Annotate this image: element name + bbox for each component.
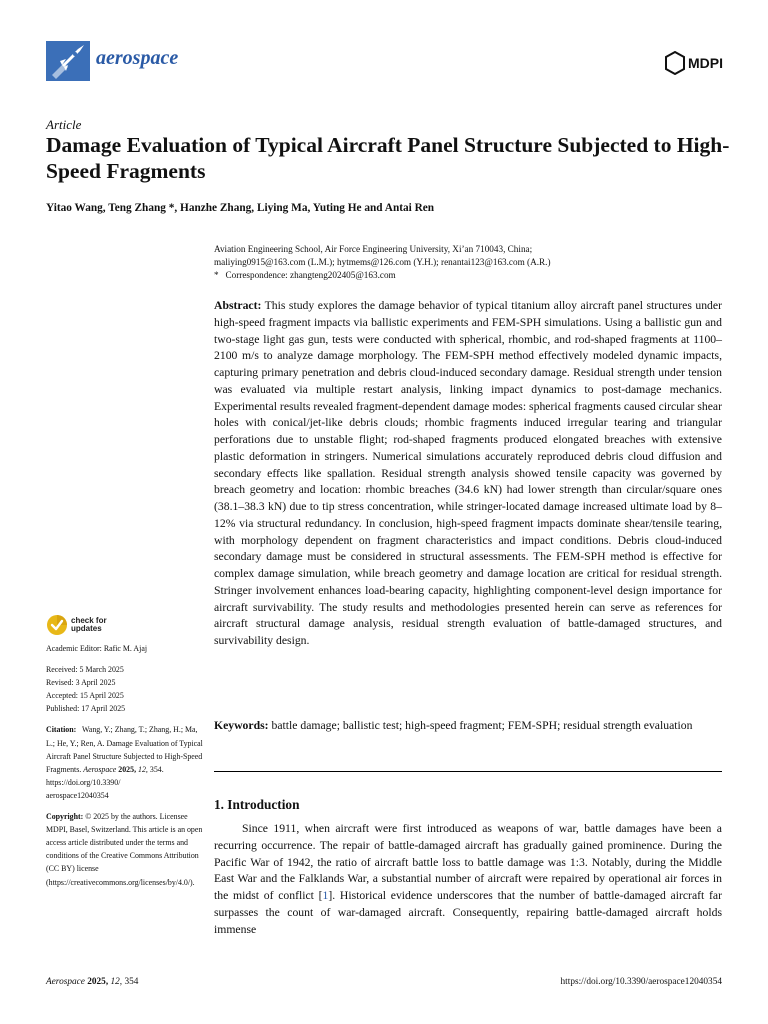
copyright-text: © 2025 by the authors. Licensee MDPI, Basel, Switzerland. This article is an open access article distributed under the terms and conditions of the Creative Commons Attribution (CC BY) license (https://creativecommons.org/licenses/by/4.0/). — [46, 812, 203, 887]
citation-volume: 12, — [138, 764, 148, 774]
author-list: Yitao Wang, Teng Zhang *, Hanzhe Zhang, Liying Ma, Yuting He and Antai Ren — [46, 202, 435, 214]
published-date: Published: 17 April 2025 — [46, 704, 126, 714]
citation-doi-line1[interactable]: https://doi.org/10.3390/ — [46, 777, 121, 787]
citation-block — [46, 723, 204, 802]
citation-text: Wang, Y.; Zhang, T.; Zhang, H.; Ma, L.; He, Y.; Ren, A. Damage Evaluation of Typical Aircraft Panel Structure Subjected to High-Speed Fragments. — [46, 725, 203, 774]
journal-name[interactable]: aerospace — [96, 47, 179, 69]
journal-logo[interactable] — [46, 41, 90, 81]
citation-year: 2025, — [118, 764, 137, 774]
citation-label: Citation: — [46, 725, 77, 735]
article-title: Damage Evaluation of Typical Aircraft Panel Structure Subjected to High-Speed Fragments — [46, 133, 730, 183]
check-updates-line2: updates — [71, 624, 102, 633]
revised-date: Revised: 3 April 2025 — [46, 678, 116, 688]
citation-doi-line2[interactable]: aerospace12040354 — [46, 790, 109, 800]
intro-text-part2: ]. Historical evidence underscores that the number of battle-damaged aircraft far surpasses the count of war-damaged aircraft. Consequently, repairing battle-damaged aircraft holds immense — [214, 889, 722, 936]
accepted-date: Accepted: 15 April 2025 — [46, 691, 124, 701]
citation-pages: 354. — [149, 764, 164, 774]
check-updates-line1: check for — [71, 615, 107, 625]
check-updates-icon — [46, 614, 68, 636]
copyright-label: Copyright: — [46, 812, 84, 822]
intro-text-part1: Since 1911, when aircraft were first introduced as weapons of war, battle damages have been a recurring occurrence. The repair of battle-damaged aircraft has gradually gained prominence. During the Pacific War of 1942, the ratio of aircraft battle loss to battle damage was 1:3. Notably, during the Middle East War and the Falklands War, a substantial number of aircraft were repaired by operational air forces in the midst of conflict [ — [214, 822, 722, 902]
correspondence-line — [214, 269, 734, 282]
footer-citation — [46, 977, 138, 987]
footer-doi-link[interactable]: https://doi.org/10.3390/aerospace12040354 — [560, 977, 722, 987]
received-date: Received: 5 March 2025 — [46, 665, 124, 675]
introduction-body — [214, 821, 722, 938]
copyright-block — [46, 810, 204, 889]
abstract-text: This study explores the damage behavior of typical titanium alloy aircraft panel structures under high-speed fragment impacts via ballistic experiments and FEM-SPH simulations. Using a ballistic gun and two-stage light gas gun, tests were conducted with spherical, rhombic, and rod-shaped fragments at 1100–2100 m/s to analyze damage morphology. The FEM-SPH method effectively modeled dynamic impacts, capturing primary penetration and debris cloud-induced secondary damage. Residual strength under tension was evaluated via multiple restart analysis, linking impact dynamics to post-damage mechanics. Experimental results revealed fragment-dependent damage modes: spherical fragments caused circular shear holes with conical/jet-like debris clouds; rhombic fragments induced irregular tearing and triangular perforations due to unstable flight; rod-shaped fragments produced elongated breaches with extensive plastic deformation in stringers. Numerical simulations accurately reproduced debris cloud diffusion and secondary effects like spallation. Residual strength analysis showed tensile capacity was governed by breach geometry and location: rhombic breaches (34.6 kN) had lower strength than circular/square ones (38.1–38.3 kN) due to tip stress concentration, while stringer-located damage increased ultimate load by 8–12% via structural redundancy. In conclusion, high-speed fragment impacts dominate shear/tensile tearing, with morphology dependent on fragment characteristics and impact conditions. Debris cloud-induced secondary damage must be considered in structural assessments. The FEM-SPH method is effective for complex damage simulation, while breach geometry and damage location are critical for residual strength. Stringer involvement enhances load-bearing capacity, highlighting component-level design importance for aircraft survivability. The study results and methodologies presented herein can serve as references for aircraft structural damage analysis, residual strength evaluation of battle-damaged structures, and survivability design. — [214, 299, 722, 647]
article-type: Article — [46, 117, 82, 132]
dates-block — [46, 663, 204, 715]
academic-editor: Academic Editor: Rafic M. Ajaj — [46, 644, 148, 653]
rocket-icon — [46, 41, 90, 81]
citation-journal: Aerospace — [83, 764, 117, 774]
keywords — [214, 718, 722, 735]
section-divider — [214, 771, 722, 772]
affiliation-block — [214, 243, 734, 283]
keywords-label: Keywords: — [214, 719, 269, 732]
affiliation-line: Aviation Engineering School, Air Force Engineering University, Xi’an 710043, China; — [214, 244, 533, 254]
abstract-label: Abstract: — [214, 299, 262, 312]
citation-link[interactable]: 1 — [322, 889, 329, 902]
check-for-updates-badge[interactable] — [46, 613, 146, 637]
footer-page: 354 — [124, 977, 139, 987]
footer-year: 2025, — [87, 977, 109, 987]
section-heading: 1. Introduction — [214, 797, 300, 812]
abstract — [214, 298, 722, 650]
affiliation-emails[interactable]: maliying0915@163.com (L.M.); hytmems@126.com (Y.H.); renantai123@163.com (A.R.) — [214, 257, 551, 268]
publisher-logo[interactable] — [664, 50, 723, 76]
check-updates-label — [71, 617, 107, 634]
footer-journal: Aerospace — [46, 977, 85, 987]
paragraph — [214, 821, 722, 938]
keywords-text: battle damage; ballistic test; high-speed fragment; FEM-SPH; residual strength evaluation — [271, 719, 693, 732]
mdpi-hexagon-icon — [664, 51, 686, 75]
article-metadata-sidebar — [46, 642, 204, 897]
footer-volume: 12, — [110, 977, 123, 987]
correspondence-email[interactable]: Correspondence: zhangteng202405@163.com — [225, 270, 396, 281]
correspondence-marker: * — [214, 270, 219, 281]
publisher-name: MDPI — [688, 55, 723, 71]
